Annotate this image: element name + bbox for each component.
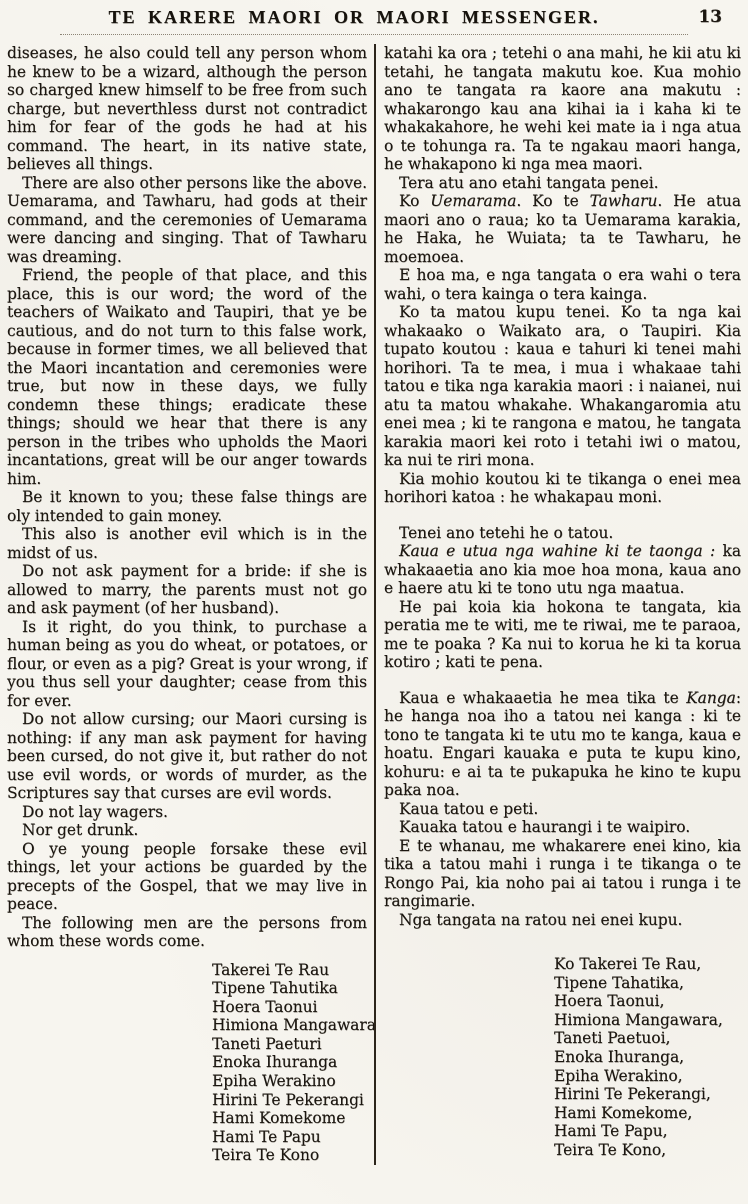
signatory-name: Hami Komekome [212,1109,346,1128]
text-segment: Kanga [686,688,736,707]
text-segment: ka whakaaetia ano kia moe hoa mona, kaua ano e haere atu ki te tono utu nga maatua. [384,542,741,597]
page-number: 13 [698,7,722,27]
paragraph-maori [384,542,741,598]
paragraph-english: This also is another evil which is in the midst of us. [7,525,367,562]
paragraph-english: Nor get drunk. [22,821,139,839]
paragraph-english: Friend, the people of that place, and this place, this is our word; the word of the teachers of Waikato and Taupiri, that ye be cautious, and do not turn to this false work, because in former times, we all believed that the Maori incantation and ceremonies were true, but now in these days, we fully condemn these things; eradicate these things; should we hear that there is any person in the tribes who upholds the Maori incantations, great will be our anger towards him. [7,266,367,488]
signatory-name: Tipene Tahatika, [554,973,684,992]
paragraph-english: Be it known to you; these false things are oly intended to gain money. [7,488,367,525]
text-segment: . Ko te [516,192,590,210]
paragraph-english: Do not ask payment for a bride: if she is allowed to marry, the parents must not go and ask payment (of her husband). [7,562,367,617]
signatory-name: Taneti Paetuoi, [554,1029,671,1048]
signatory-name: Hami Te Papu [212,1127,321,1146]
signatory-name: Enoka Ihuranga, [554,1047,685,1066]
paragraph-maori: Kaua tatou e peti. [399,799,539,818]
paragraph-english: There are also other persons like the above. Uemarama, and Tawharu, had gods at their command, and the ceremonies of Uemarama were dancing and singing. That of Tawharu was dreaming. [7,173,367,266]
paragraph-english: The following men are the persons from whom these words come. [7,913,367,950]
signatory-name: Hirini Te Pekerangi, [554,1085,711,1104]
paragraph-maori [384,689,741,800]
signatory-list-maori [554,955,741,1160]
signatory-name: Himiona Mangawara [212,1016,376,1035]
text-segment: : he hanga noa iho a tatou nei kanga : ki te tono te tangata ki te utu mo te kanga, kaua e hoatu. Engari kauaka e puta te kupu kino, kohuru: e ai ta te pukapuka he kino te kupu paka noa. [384,688,741,799]
masthead-title: TE KARERE MAORI OR MAORI MESSENGER. [108,7,600,27]
paragraph-maori: He pai koia kia hokona te tangata, kia peratia me te witi, me te riwai, me te paraoa, me te poaka ? Ka nui to korua he ki ta korua kotiro ; kati te pena. [384,597,741,671]
signatory-name: Hami Komekome, [554,1103,693,1122]
paragraph-maori [384,192,741,266]
paragraph-maori: katahi ka ora ; tetehi o ana mahi, he kii atu ki tetahi, he tangata makutu koe. Kua mohio ano te tangata ra kaore ana makutu : whakarongo kau ana kihai ia i kaha ki te whakakahore, he wehi kei mate ia i nga atua o te tohunga ra. Ta te ngakau maori hanga, he whakapono ki nga mea maori. [384,44,741,173]
text-segment: Tawharu [589,192,658,210]
paragraph-english: O ye young people forsake these evil things, let your actions be guarded by the precepts of the Gospel, that we may live in peace. [7,839,367,913]
paragraph-maori: E hoa ma, e nga tangata o era wahi o tera wahi, o tera kainga o tera kainga. [384,266,741,303]
signatory-name: Epiha Werakino [212,1072,336,1091]
left-column-english-text [2,44,374,1165]
paragraph-maori: E te whanau, me whakarere enei kino, kia tika a tatou mahi i runga i te tikanga o te Rongo Pai, kia noho pai ai tatou i runga i te rangimarie. [384,836,741,910]
two-column-body [0,41,748,1165]
paragraph-maori: Ko ta matou kupu tenei. Ko ta nga kai whakaako o Waikato ara, o Taupiri. Kia tupato koutou : kaua e tahuri ki tenei mahi horihori. Ta te mea, i mua i whakaae tahi tatou e tika nga karakia maori : i naianei, nui atu ta matou whakahe. Whakangaromia atu enei mea ; ki te rangona e matou, he tangata karakia maori kei roto i tetahi iwi o matou, ka nui te riri mona. [384,303,741,469]
signatory-name: Hirini Te Pekerangi [212,1090,364,1109]
signatory-name: Ko Takerei Te Rau, [554,955,702,973]
masthead [0,0,748,41]
signatory-name: Teira Te Kono, [554,1140,667,1159]
header-rule [60,34,688,35]
paragraph-english: Is it right, do you think, to purchase a human being as you do wheat, or potatoes, or flour, or even as a pig? Great is your wrong, if you thus sell your daughter; cease from this for ever. [7,617,367,710]
text-segment: Kaua e whakaaetia he mea tika te [399,688,687,707]
text-segment: Kaua e utua nga wahine ki te taonga : [399,542,716,560]
paragraph-english: diseases, he also could tell any person whom he knew to be a wizard, although the person so charged knew himself to be free from such charge, but neverthless durst not contradict him for fear of the gods he had at his command. The heart, in its native state, believes all things. [7,44,367,173]
paragraph-maori: Kauaka tatou e haurangi i te waipiro. [399,818,691,836]
paragraph-english: Do not allow cursing; our Maori cursing is nothing: if any man ask payment for having been cursed, do not give it, but rather do not use evil words, or words of murder, as the Scriptures say that curses are evil words. [7,710,367,802]
signatory-name: Hoera Taonui [212,997,318,1016]
paragraph-maori: Tera atu ano etahi tangata penei. [399,173,659,192]
signatory-name: Taneti Paeturi [212,1034,322,1053]
right-column-maori-text [374,44,746,1165]
signatory-name: Himiona Mangawara, [554,1010,723,1029]
paragraph-maori: Tenei ano tetehi he o tatou. [399,523,614,542]
signatory-list-english [212,960,376,1166]
text-segment: Uemarama [430,192,517,210]
signatory-name: Takerei Te Rau [212,960,330,979]
signatory-name: Teira Te Kono [212,1146,320,1165]
signatory-name: Tipene Tahutika [212,979,338,998]
paragraph-maori: Kia mohio koutou ki te tikanga o enei mea horihori katoa : he whakapau moni. [384,469,741,506]
paragraph-english: Do not lay wagers. [22,802,168,821]
text-segment: Ko [399,192,431,210]
signatory-name: Enoka Ihuranga [212,1053,338,1072]
signatory-name: Hoera Taonui, [554,992,665,1011]
signatory-name: Hami Te Papu, [554,1122,668,1141]
paragraph-maori: Nga tangata na ratou nei enei kupu. [399,910,683,929]
signatory-name: Epiha Werakino, [554,1066,683,1085]
text-segment: . He atua maori ano o raua; ko ta Uemarama karakia, he Haka, he Wuiata; ta te Tawharu, he moemoea. [384,192,741,266]
